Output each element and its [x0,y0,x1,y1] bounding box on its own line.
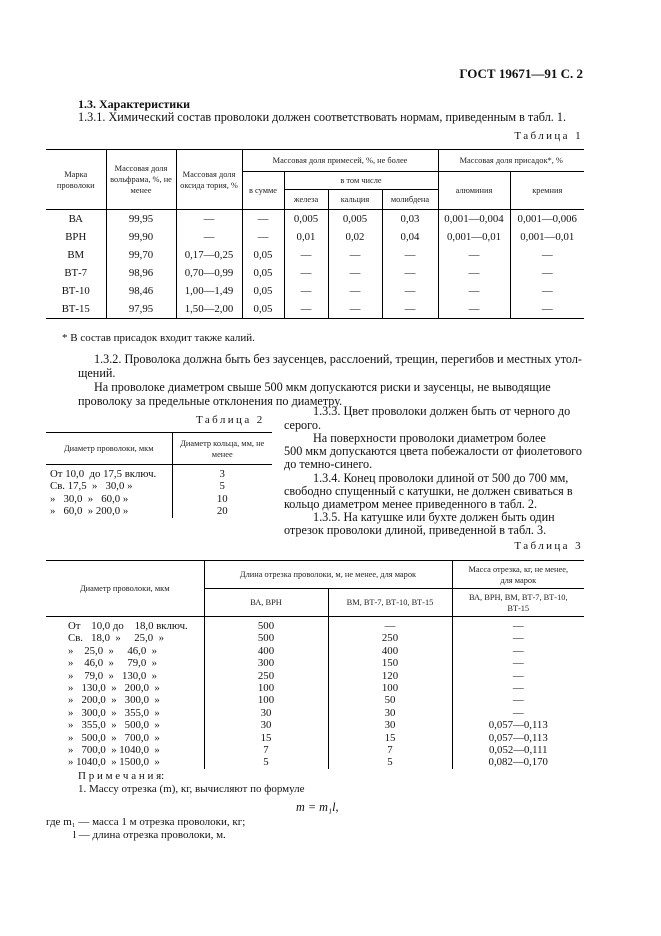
table1-cell: 0,005 [284,210,328,229]
section-title: 1.3. Характеристики [78,97,191,111]
table-3 [46,560,584,769]
table3-cell: Св. 18,0 » 25,0 » [68,632,164,645]
table1-cell: ВМ [67,249,85,261]
paragraph-1-3-3-line3: На поверхности проволоки диаметром более [313,431,546,445]
table2-row [46,480,272,492]
table1-header-thorium: Массовая доля оксида тория, % [176,150,242,210]
table1-cell: ВРН [65,231,87,243]
table3-cell: 100 [204,682,328,694]
table3-cell: 0,057—0,113 [452,732,584,744]
table3-cell: 400 [328,645,452,657]
table1-cell: ВТ-7 [64,267,88,279]
table1-cell: — [382,246,438,264]
table3-header-vm-vt: ВМ, ВТ-7, ВТ-10, ВТ-15 [328,589,452,617]
table1-cell: — [284,282,328,300]
note-1: 1. Массу отрезка (m), кг, вычисляют по формуле [78,783,305,795]
paragraph-1-3-1: 1.3.1. Химический состав проволоки должен соответствовать нормам, приведенным в табл. 1. [78,110,567,124]
table1-cell: 0,04 [382,228,438,246]
table2-cell: 5 [172,480,272,492]
table2-cell: 3 [172,465,272,481]
table1-header-silicon: кремния [510,172,584,210]
paragraph-1-3-2-line1: 1.3.2. Проволока должна быть без заусенцев, расслоений, трещин, перегибов и местных утол- [94,352,582,366]
page-header: ГОСТ 19671—91 С. 2 [459,66,583,81]
table3-row [46,732,584,744]
table1-cell: 0,01 [284,228,328,246]
table1-cell: 0,001—0,01 [438,228,510,246]
table2-caption: Таблица 2 [196,414,265,426]
table1-cell: 0,05 [242,264,284,282]
table3-cell: » 46,0 » 79,0 » [68,657,158,670]
table1-cell: — [438,264,510,282]
paragraph-1-3-3-line5: до темно-синего. [284,457,373,471]
table1-cell: — [438,300,510,319]
table3-cell: 30 [204,707,328,719]
table3-cell: » 1040,0 » 1500,0 » [68,756,160,769]
table1-cell: 99,90 [106,228,176,246]
paragraph-1-3-3-line2: серого. [284,418,321,432]
table1-cell: — [382,282,438,300]
table1-row [46,264,584,282]
table1-header-sum: в сумме [242,172,284,210]
table1-header-molybdenum: молибдена [382,190,438,210]
table3-cell: » 355,0 » 500,0 » [68,719,160,732]
table3-cell: » 25,0 » 46,0 » [68,644,158,657]
table1-cell: 0,70—0,99 [176,264,242,282]
table1-cell: — [284,300,328,319]
table1-cell: 98,96 [106,264,176,282]
table1-cell: 0,02 [328,228,382,246]
table2-header-diameter: Диаметр проволоки, мкм [46,433,172,465]
table3-header-mass: Масса отрезка, кг, не менее, для марок [452,561,584,589]
table3-row [46,707,584,719]
table1-cell: 0,005 [328,210,382,229]
table3-cell: 15 [204,732,328,744]
table1-header-tungsten: Массовая доля вольфрама, %, не менее [106,150,176,210]
table1-row [46,210,584,229]
table1-cell: 0,001—0,006 [510,210,584,229]
table1-header-aluminium: алюминия [438,172,510,210]
table1-caption: Таблица 1 [514,130,583,142]
table3-row [46,744,584,756]
table2-cell: 10 [172,493,272,505]
table3-header-va-vrn: ВА, ВРН [204,589,328,617]
table3-row [46,670,584,682]
table3-cell: 400 [204,645,328,657]
table1-cell: — [510,246,584,264]
table3-cell: 30 [328,707,452,719]
table2-cell: » 30,0 » 60,0 » [50,492,129,505]
formula: m = m₁l, [296,800,339,814]
table3-cell: 15 [328,732,452,744]
table1-cell: ВТ-15 [46,300,106,319]
paragraph-1-3-4-line3: кольцо диаметром менее приведенного в табл. 2. [284,497,538,511]
paragraph-1-3-4-line1: 1.3.4. Конец проволоки длиной от 500 до 700 мм, [313,471,569,485]
notes-title: П р и м е ч а н и я: [78,770,165,782]
table1-cell: 0,001—0,004 [438,210,510,229]
table3-row [46,756,584,768]
table2-row [46,505,272,517]
table3-cell: — [452,707,584,719]
paragraph-1-3-2-line3: На проволоке диаметром свыше 500 мкм допускаются риски и заусенцы, не выводящие [94,380,551,394]
table3-cell: » 79,0 » 130,0 » [68,669,158,682]
table3-cell: 7 [328,744,452,756]
table3-cell: — [328,617,452,633]
paragraph-1-3-2-line4: проволоку за предельные отклонения по диаметру. [78,394,343,408]
table1-cell: 0,05 [242,300,284,319]
table1-cell: 0,05 [242,282,284,300]
table3-cell: — [452,694,584,706]
table3-cell: 100 [204,694,328,706]
table1-cell: — [328,282,382,300]
table3-cell: 120 [328,670,452,682]
table3-cell: — [452,645,584,657]
where-line-2: l — длина отрезка проволоки, м. [73,829,226,841]
table1-cell: — [242,228,284,246]
table3-cell: 7 [204,744,328,756]
table3-cell: 30 [204,719,328,731]
table1-cell: — [438,246,510,264]
table1-cell: — [176,210,242,229]
table3-row [46,682,584,694]
table3-header-length: Длина отрезка проволоки, м, не менее, для марок [204,561,452,589]
table3-cell: 0,057—0,113 [452,719,584,731]
table1-cell: — [284,264,328,282]
table3-cell: — [452,657,584,669]
table3-cell: » 130,0 » 200,0 » [68,682,160,695]
table1-cell: — [510,264,584,282]
table3-header-mass-marks: ВА, ВРН, ВМ, ВТ-7, ВТ-10, ВТ-15 [452,589,584,617]
table3-cell: » 200,0 » 300,0 » [68,694,160,707]
table3-cell: От 10,0 до 18,0 включ. [68,620,188,632]
table1-cell: — [284,246,328,264]
table1-cell: — [328,246,382,264]
table1-header-including: в том числе [284,172,438,190]
table3-row [46,694,584,706]
paragraph-1-3-5-line1: 1.3.5. На катушке или бухте должен быть один [313,510,555,524]
table3-cell: 100 [328,682,452,694]
table1-cell: 97,95 [106,300,176,319]
table2-row [46,465,272,481]
paragraph-1-3-4-line2: свободно спущенный с катушки, не должен свиваться в [284,484,573,498]
paragraph-1-3-5-line2: отрезок проволоки длиной, приведенной в табл. 3. [284,523,547,537]
table3-cell: — [452,617,584,633]
table1-cell: 99,70 [106,246,176,264]
table1-row [46,282,584,300]
table3-row [46,719,584,731]
table3-cell: 30 [328,719,452,731]
table1-cell: — [328,300,382,319]
table3-cell: — [452,632,584,644]
table1-cell: 0,17—0,25 [176,246,242,264]
table3-cell: — [452,670,584,682]
table1-cell: 0,001—0,01 [510,228,584,246]
table3-cell: 300 [204,657,328,669]
table1-header-marka: Марка проволоки [46,150,106,210]
table3-row [46,617,584,633]
table1-cell: — [328,264,382,282]
table1-cell: — [438,282,510,300]
table2-cell: Св. 17,5 » 30,0 » [50,480,133,493]
table1-cell: ВА [68,213,83,225]
table2-cell: От 10,0 до 17,5 включ. [50,468,157,480]
table3-cell: » 700,0 » 1040,0 » [68,744,160,757]
table3-cell: 500 [204,617,328,633]
table1-cell: 0,05 [242,246,284,264]
table3-cell: » 500,0 » 700,0 » [68,731,160,744]
table1-cell: 0,03 [382,210,438,229]
table1-header-iron: железа [284,190,328,210]
table3-cell: 500 [204,632,328,644]
table3-cell: 50 [328,694,452,706]
table3-cell: 250 [204,670,328,682]
table1-footnote: * В состав присадок входит также калий. [62,332,255,344]
table1-row [46,246,584,264]
table1-cell: — [242,210,284,229]
table1-header-additives: Массовая доля присадок*, % [438,150,584,172]
table2-cell: 20 [172,505,272,517]
table2-row [46,493,272,505]
table1-cell: — [176,228,242,246]
table2-cell: » 60,0 » 200,0 » [50,505,129,518]
table3-cell: » 300,0 » 355,0 » [68,706,160,719]
table2-header-ring: Диаметр кольца, мм, не менее [172,433,272,465]
table3-cell: 0,082—0,170 [452,756,584,768]
table3-row [46,632,584,644]
table1-cell: — [510,282,584,300]
table3-row [46,645,584,657]
table3-cell: 0,052—0,111 [452,744,584,756]
table1-cell: 1,00—1,49 [176,282,242,300]
paragraph-1-3-3-line1: 1.3.3. Цвет проволоки должен быть от черного до [313,404,571,418]
table1-cell: ВТ-10 [61,285,90,297]
table3-cell: 150 [328,657,452,669]
table1-cell: — [382,264,438,282]
table-1 [46,149,584,319]
table3-header-diameter: Диаметр проволоки, мкм [46,561,204,617]
table3-caption: Таблица 3 [514,540,583,552]
table3-cell: 5 [204,756,328,768]
table1-cell: — [382,300,438,319]
table1-cell: — [510,300,584,319]
table-2 [46,432,272,518]
table1-header-impurities: Массовая доля примесей, %, не более [242,150,438,172]
table1-cell: 98,46 [106,282,176,300]
table3-cell: — [452,682,584,694]
paragraph-1-3-2-line2: щений. [78,366,116,380]
table3-cell: 250 [328,632,452,644]
where-line-1: где m₁ — масса 1 м отрезка проволоки, кг; [46,816,246,828]
table1-row [46,228,584,246]
table3-cell: 5 [328,756,452,768]
table1-cell: 99,95 [106,210,176,229]
table1-cell: 1,50—2,00 [176,300,242,319]
paragraph-1-3-3-line4: 500 мкм допускаются цвета побежалости от фиолетового [284,444,582,458]
table3-row [46,657,584,669]
table1-row [46,300,584,319]
table1-header-calcium: кальция [328,190,382,210]
